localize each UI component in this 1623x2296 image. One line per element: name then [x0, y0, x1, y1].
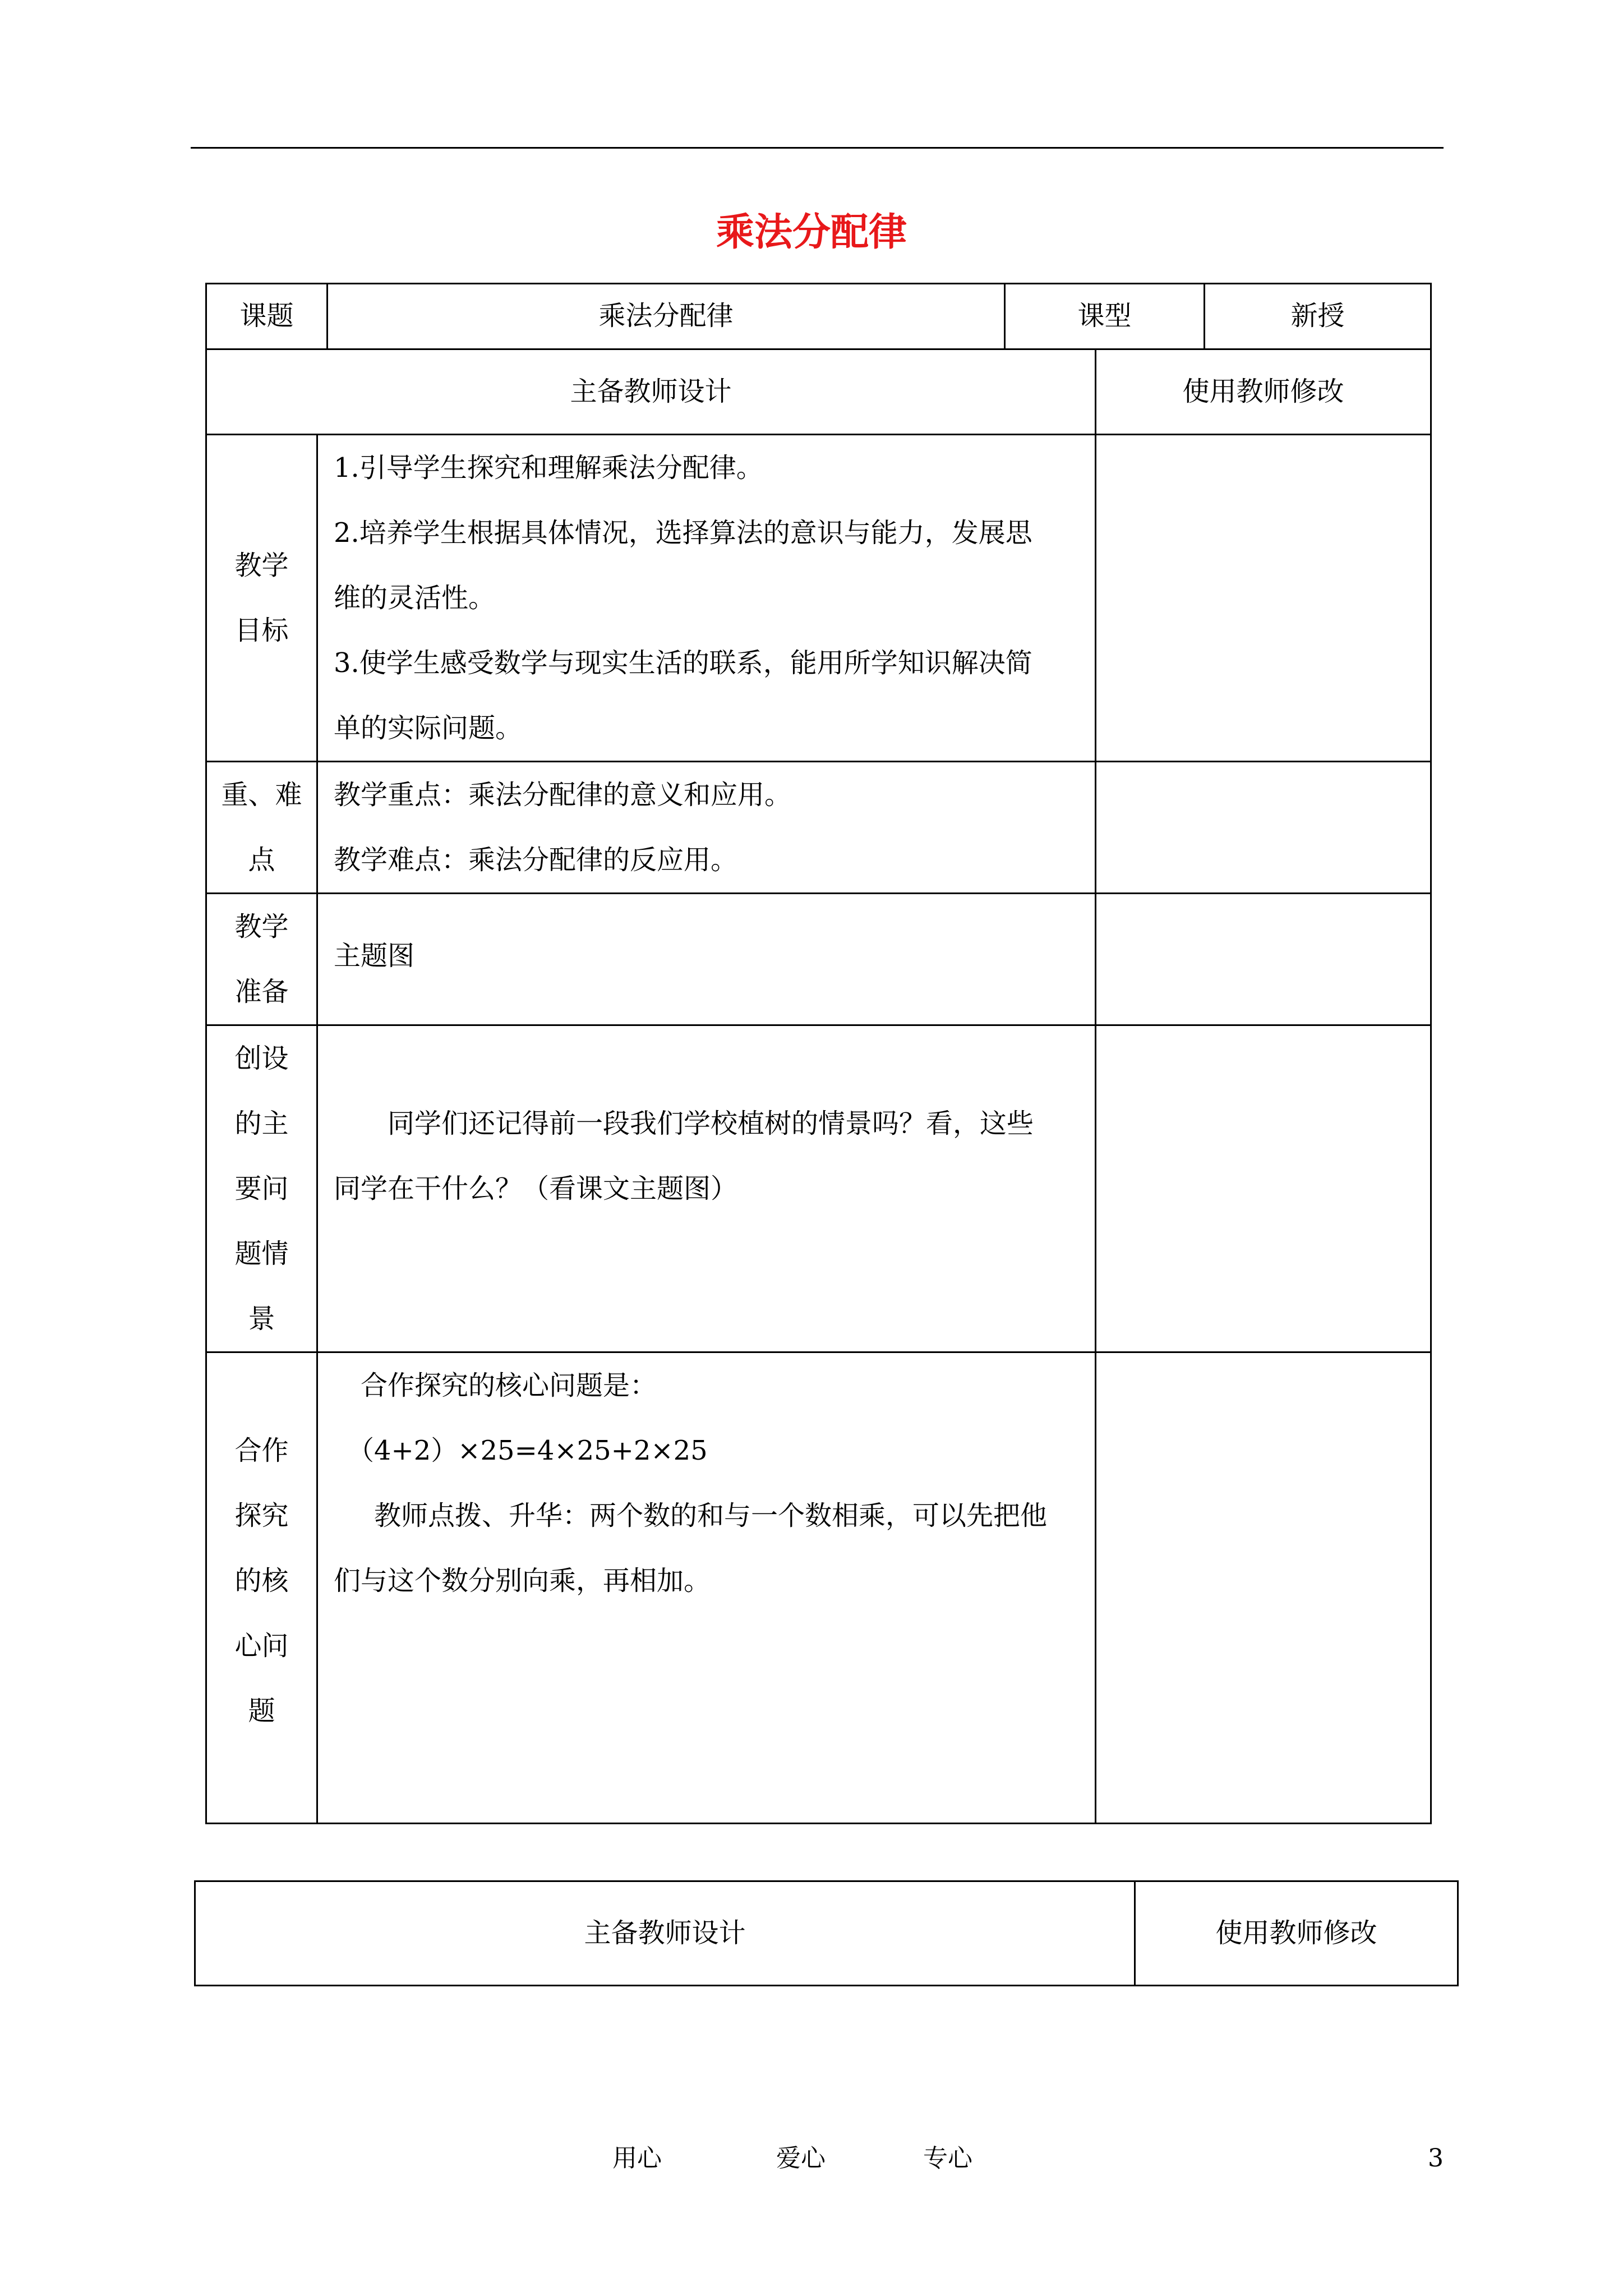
modify-header-2: 使用教师修改 [1135, 1881, 1458, 1986]
key-line: 教学难点：乘法分配律的反应用。 [334, 844, 738, 876]
scenario-modify-cell [1096, 1025, 1431, 1352]
topic-label: 课题 [206, 284, 328, 349]
document-title: 乘法分配律 [716, 210, 907, 255]
key-row [206, 762, 1431, 894]
label-line: 重、难 [221, 779, 302, 811]
core-line: 们与这个数分别向乘，再相加。 [334, 1565, 711, 1596]
prep-modify-cell [1096, 894, 1431, 1025]
prep-row [206, 894, 1431, 1025]
lesson-plan-table [205, 283, 1432, 1824]
goal-line: 1.引导学生探究和理解乘法分配律。 [334, 452, 763, 484]
key-line: 教学重点：乘法分配律的意义和应用。 [334, 779, 792, 811]
scenario-label [206, 1025, 317, 1352]
goal-line: 2.培养学生根据具体情况，选择算法的意识与能力，发展思 [334, 517, 1032, 549]
prep-line: 主题图 [334, 940, 415, 972]
topic-row [206, 284, 1431, 349]
core-label [206, 1352, 317, 1824]
key-content [317, 762, 1096, 894]
label-line: 心问 [234, 1630, 289, 1662]
goals-modify-cell [1096, 435, 1431, 762]
prep-label [206, 894, 317, 1025]
key-label [206, 762, 317, 894]
design-header-2: 主备教师设计 [195, 1881, 1135, 1986]
design-header: 主备教师设计 [206, 349, 1096, 435]
label-line: 题情 [234, 1238, 289, 1269]
label-line: 目标 [234, 615, 289, 646]
label-line: 合作 [234, 1435, 289, 1466]
scenario-line: 同学在干什么？（看课文主题图） [334, 1173, 738, 1204]
label-line: 教学 [234, 550, 289, 581]
goals-row [206, 435, 1431, 762]
page-number: 3 [1428, 2144, 1444, 2173]
column-header-row [206, 349, 1431, 435]
modify-header: 使用教师修改 [1096, 349, 1431, 435]
label-line: 的核 [234, 1565, 289, 1596]
footer-slogan-1: 用心 [612, 2144, 662, 2173]
label-line: 创设 [234, 1043, 289, 1074]
scenario-content [317, 1025, 1096, 1352]
type-value: 新授 [1205, 284, 1431, 349]
prep-content [317, 894, 1096, 1025]
core-line: 合作探究的核心问题是： [361, 1370, 657, 1401]
key-modify-cell [1096, 762, 1431, 894]
label-line: 点 [248, 844, 275, 876]
continuation-table [194, 1880, 1459, 1986]
goal-line: 维的灵活性。 [334, 582, 496, 614]
type-label: 课型 [1005, 284, 1205, 349]
label-line: 探究 [234, 1500, 289, 1531]
goals-label [206, 435, 317, 762]
core-row [206, 1352, 1431, 1824]
scenario-row [206, 1025, 1431, 1352]
core-line: 教师点拨、升华：两个数的和与一个数相乘，可以先把他 [374, 1500, 1048, 1531]
topic-value: 乘法分配律 [328, 284, 1005, 349]
core-modify-cell [1096, 1352, 1431, 1824]
scenario-line: 同学们还记得前一段我们学校植树的情景吗？看，这些 [388, 1108, 1034, 1139]
header-rule [191, 147, 1444, 149]
core-line: （4+2）×25=4×25+2×25 [347, 1435, 708, 1466]
label-line: 的主 [234, 1108, 289, 1139]
label-line: 教学 [234, 911, 289, 942]
core-content [317, 1352, 1096, 1824]
label-line: 要问 [234, 1173, 289, 1204]
footer-slogan-3: 专心 [923, 2144, 972, 2173]
label-line: 题 [248, 1695, 275, 1727]
label-line: 景 [248, 1303, 275, 1335]
label-line: 准备 [234, 976, 289, 1007]
continuation-header-row [195, 1881, 1458, 1986]
goal-line: 单的实际问题。 [334, 712, 523, 744]
goals-content [317, 435, 1096, 762]
goal-line: 3.使学生感受数学与现实生活的联系，能用所学知识解决简 [334, 647, 1032, 679]
footer-slogan-2: 爱心 [776, 2144, 826, 2173]
